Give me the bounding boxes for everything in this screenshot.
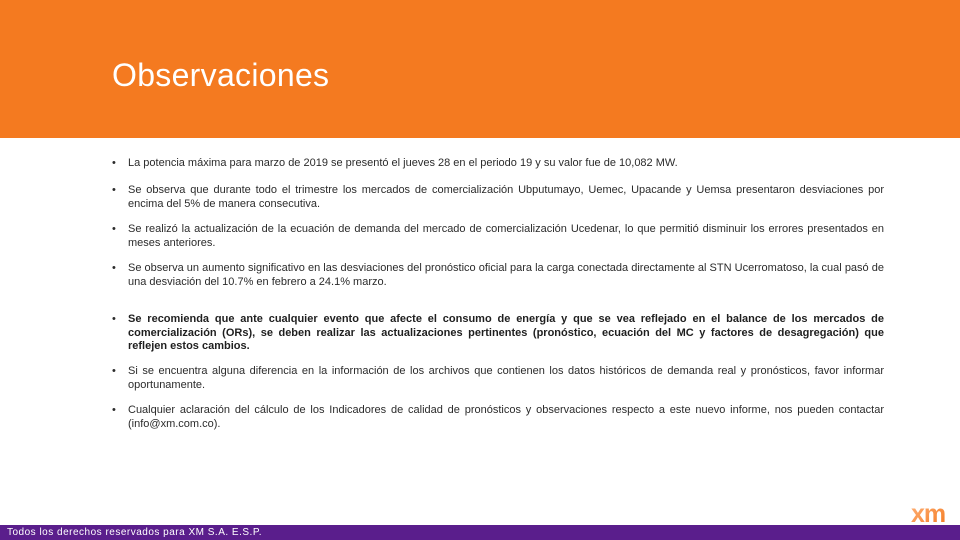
bullet-text: Se observa un aumento significativo en las desviaciones del pronóstico oficial para la carga conectada directamente al STN Ucerromatoso, la cual pasó de una desviación del 10.7% en febrero a 24.1% marzo. xyxy=(128,262,884,288)
bullet-marker: • xyxy=(112,313,116,325)
bullet-marker: • xyxy=(112,223,116,235)
bullet-text: Si se encuentra alguna diferencia en la información de los archivos que contienen los datos históricos de demanda real y pronósticos, favor informar oportunamente. xyxy=(128,365,884,391)
bullet-item xyxy=(112,223,884,250)
bullet-marker: • xyxy=(112,184,116,196)
slide-title: Observaciones xyxy=(112,57,330,93)
bullet-marker: • xyxy=(112,157,116,169)
bullet-item xyxy=(112,365,884,392)
bullet-text: La potencia máxima para marzo de 2019 se presentó el jueves 28 en el periodo 19 y su valor fue de 10,082 MW. xyxy=(128,157,678,169)
bullet-item-recommendation xyxy=(112,313,884,354)
bullet-marker: • xyxy=(112,404,116,416)
bullet-text: Se observa que durante todo el trimestre los mercados de comercialización Ubputumayo, Uemec, Upacande y Uemsa presentaron desviaciones por encima del 5% de manera consecutiva. xyxy=(128,184,884,210)
bullet-item xyxy=(112,404,884,431)
bullet-marker: • xyxy=(112,365,116,377)
xm-logo xyxy=(909,498,957,528)
footer-copyright: Todos los derechos reservados para XM S.A. E.S.P. xyxy=(7,527,262,538)
bullet-text: Se recomienda que ante cualquier evento que afecte el consumo de energía y que se vea reflejado en el balance de los mercados de comercialización (ORs), se deben realizar las actualizaciones pertinentes (pronóstico, ecuación del MC y factores de desagregación) que reflejen estos cambios. xyxy=(128,313,884,352)
bullet-text: Cualquier aclaración del cálculo de los Indicadores de calidad de pronósticos y observaciones respecto a este nuevo informe, nos pueden contactar (info@xm.com.co). xyxy=(128,404,884,430)
logo-text: xm xyxy=(911,500,946,528)
bullet-item xyxy=(112,184,884,211)
footer-bar xyxy=(0,525,960,540)
title-banner xyxy=(0,0,960,138)
bullet-item xyxy=(112,262,884,289)
bullet-marker: • xyxy=(112,262,116,274)
bullet-text: Se realizó la actualización de la ecuación de demanda del mercado de comercialización Ucedenar, lo que permitió disminuir los errores presentados en meses anteriores. xyxy=(128,223,884,249)
bullet-item xyxy=(112,157,884,171)
